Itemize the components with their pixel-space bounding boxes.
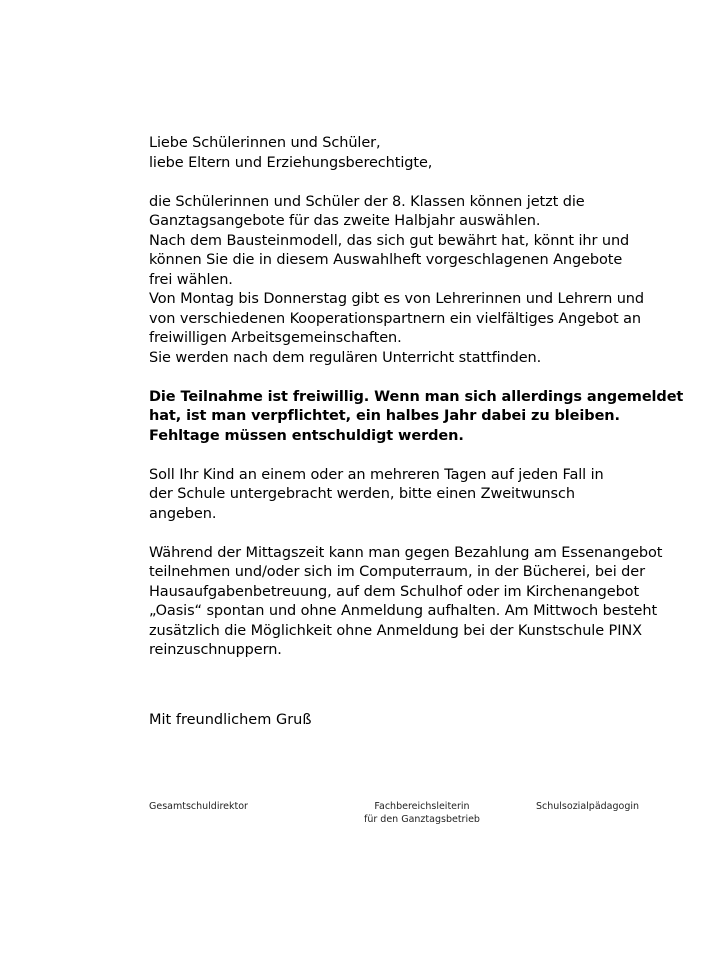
closing-salutation: Mit freundlichem Gruß xyxy=(149,712,312,728)
paragraph-line: können Sie die in diesem Auswahlheft vorgeschlagenen Angebote xyxy=(149,252,623,268)
paragraph-gap xyxy=(149,173,694,193)
paragraph-line: Soll Ihr Kind an einem oder an mehreren Tagen auf jeden Fall in xyxy=(149,466,604,483)
paragraph-line: reinzuschnuppern. xyxy=(149,642,282,658)
paragraph-line: der Schule untergebracht werden, bitte einen Zweitwunsch xyxy=(149,486,575,502)
signature-director xyxy=(149,800,248,813)
paragraph-line: Fehltage müssen entschuldigt werden. xyxy=(149,427,464,444)
paragraph-line: frei wählen. xyxy=(149,271,233,288)
paragraph-line: Sie werden nach dem regulären Unterricht stattfinden. xyxy=(149,349,542,366)
signature-department-head xyxy=(357,800,487,826)
signature-social-pedagogue xyxy=(536,800,639,813)
paragraph-line: „Oasis“ spontan und ohne Anmeldung aufhalten. Am Mittwoch besteht xyxy=(149,603,658,619)
signature-title: Gesamtschuldirektor xyxy=(149,801,248,812)
paragraph-line: zusätzlich die Möglichkeit ohne Anmeldung bei der Kunstschule PINX xyxy=(149,622,642,639)
paragraph-lunchtime xyxy=(149,544,694,661)
paragraph-line: angeben. xyxy=(149,505,217,522)
paragraph-line: teilnehmen und/oder sich im Computerraum, in der Bücherei, bei der xyxy=(149,564,645,580)
paragraph-line: Ganztagsangebote für das zweite Halbjahr auswählen. xyxy=(149,213,541,229)
paragraph-line: Hausaufgabenbetreuung, auf dem Schulhof oder im Kirchenangebot xyxy=(149,583,640,600)
paragraph-line: hat, ist man verpflichtet, ein halbes Jahr dabei zu bleiben. xyxy=(149,408,620,424)
paragraph-second-choice xyxy=(149,466,694,525)
paragraph-intro xyxy=(149,193,694,369)
paragraph-line: die Schülerinnen und Schüler der 8. Klassen können jetzt die xyxy=(149,193,585,210)
signature-title: Fachbereichsleiterin xyxy=(374,801,470,812)
paragraph-line: von verschiedenen Kooperationspartnern ein vielfältiges Angebot an xyxy=(149,310,642,327)
paragraph-gap xyxy=(149,368,694,388)
paragraph-participation-notice xyxy=(149,388,694,447)
paragraph-line: Während der Mittagszeit kann man gegen Bezahlung am Essenangebot xyxy=(149,544,663,561)
paragraph-gap xyxy=(149,446,694,466)
letter-body xyxy=(149,134,694,661)
paragraph-line: freiwilligen Arbeitsgemeinschaften. xyxy=(149,330,402,346)
paragraph-line: Nach dem Bausteinmodell, das sich gut bewährt hat, könnt ihr und xyxy=(149,232,630,249)
greeting-line-1: Liebe Schülerinnen und Schüler, xyxy=(149,135,381,151)
signature-title: Schulsozialpädagogin xyxy=(536,801,640,812)
paragraph-line: Von Montag bis Donnerstag gibt es von Lehrerinnen und Lehrern und xyxy=(149,291,644,307)
paragraph-gap xyxy=(149,524,694,544)
greeting-line-2: liebe Eltern und Erziehungsberechtigte, xyxy=(149,154,433,171)
paragraph-line: Die Teilnahme ist freiwillig. Wenn man sich allerdings angemeldet xyxy=(149,388,684,405)
signature-subtitle: für den Ganztagsbetrieb xyxy=(364,814,480,825)
